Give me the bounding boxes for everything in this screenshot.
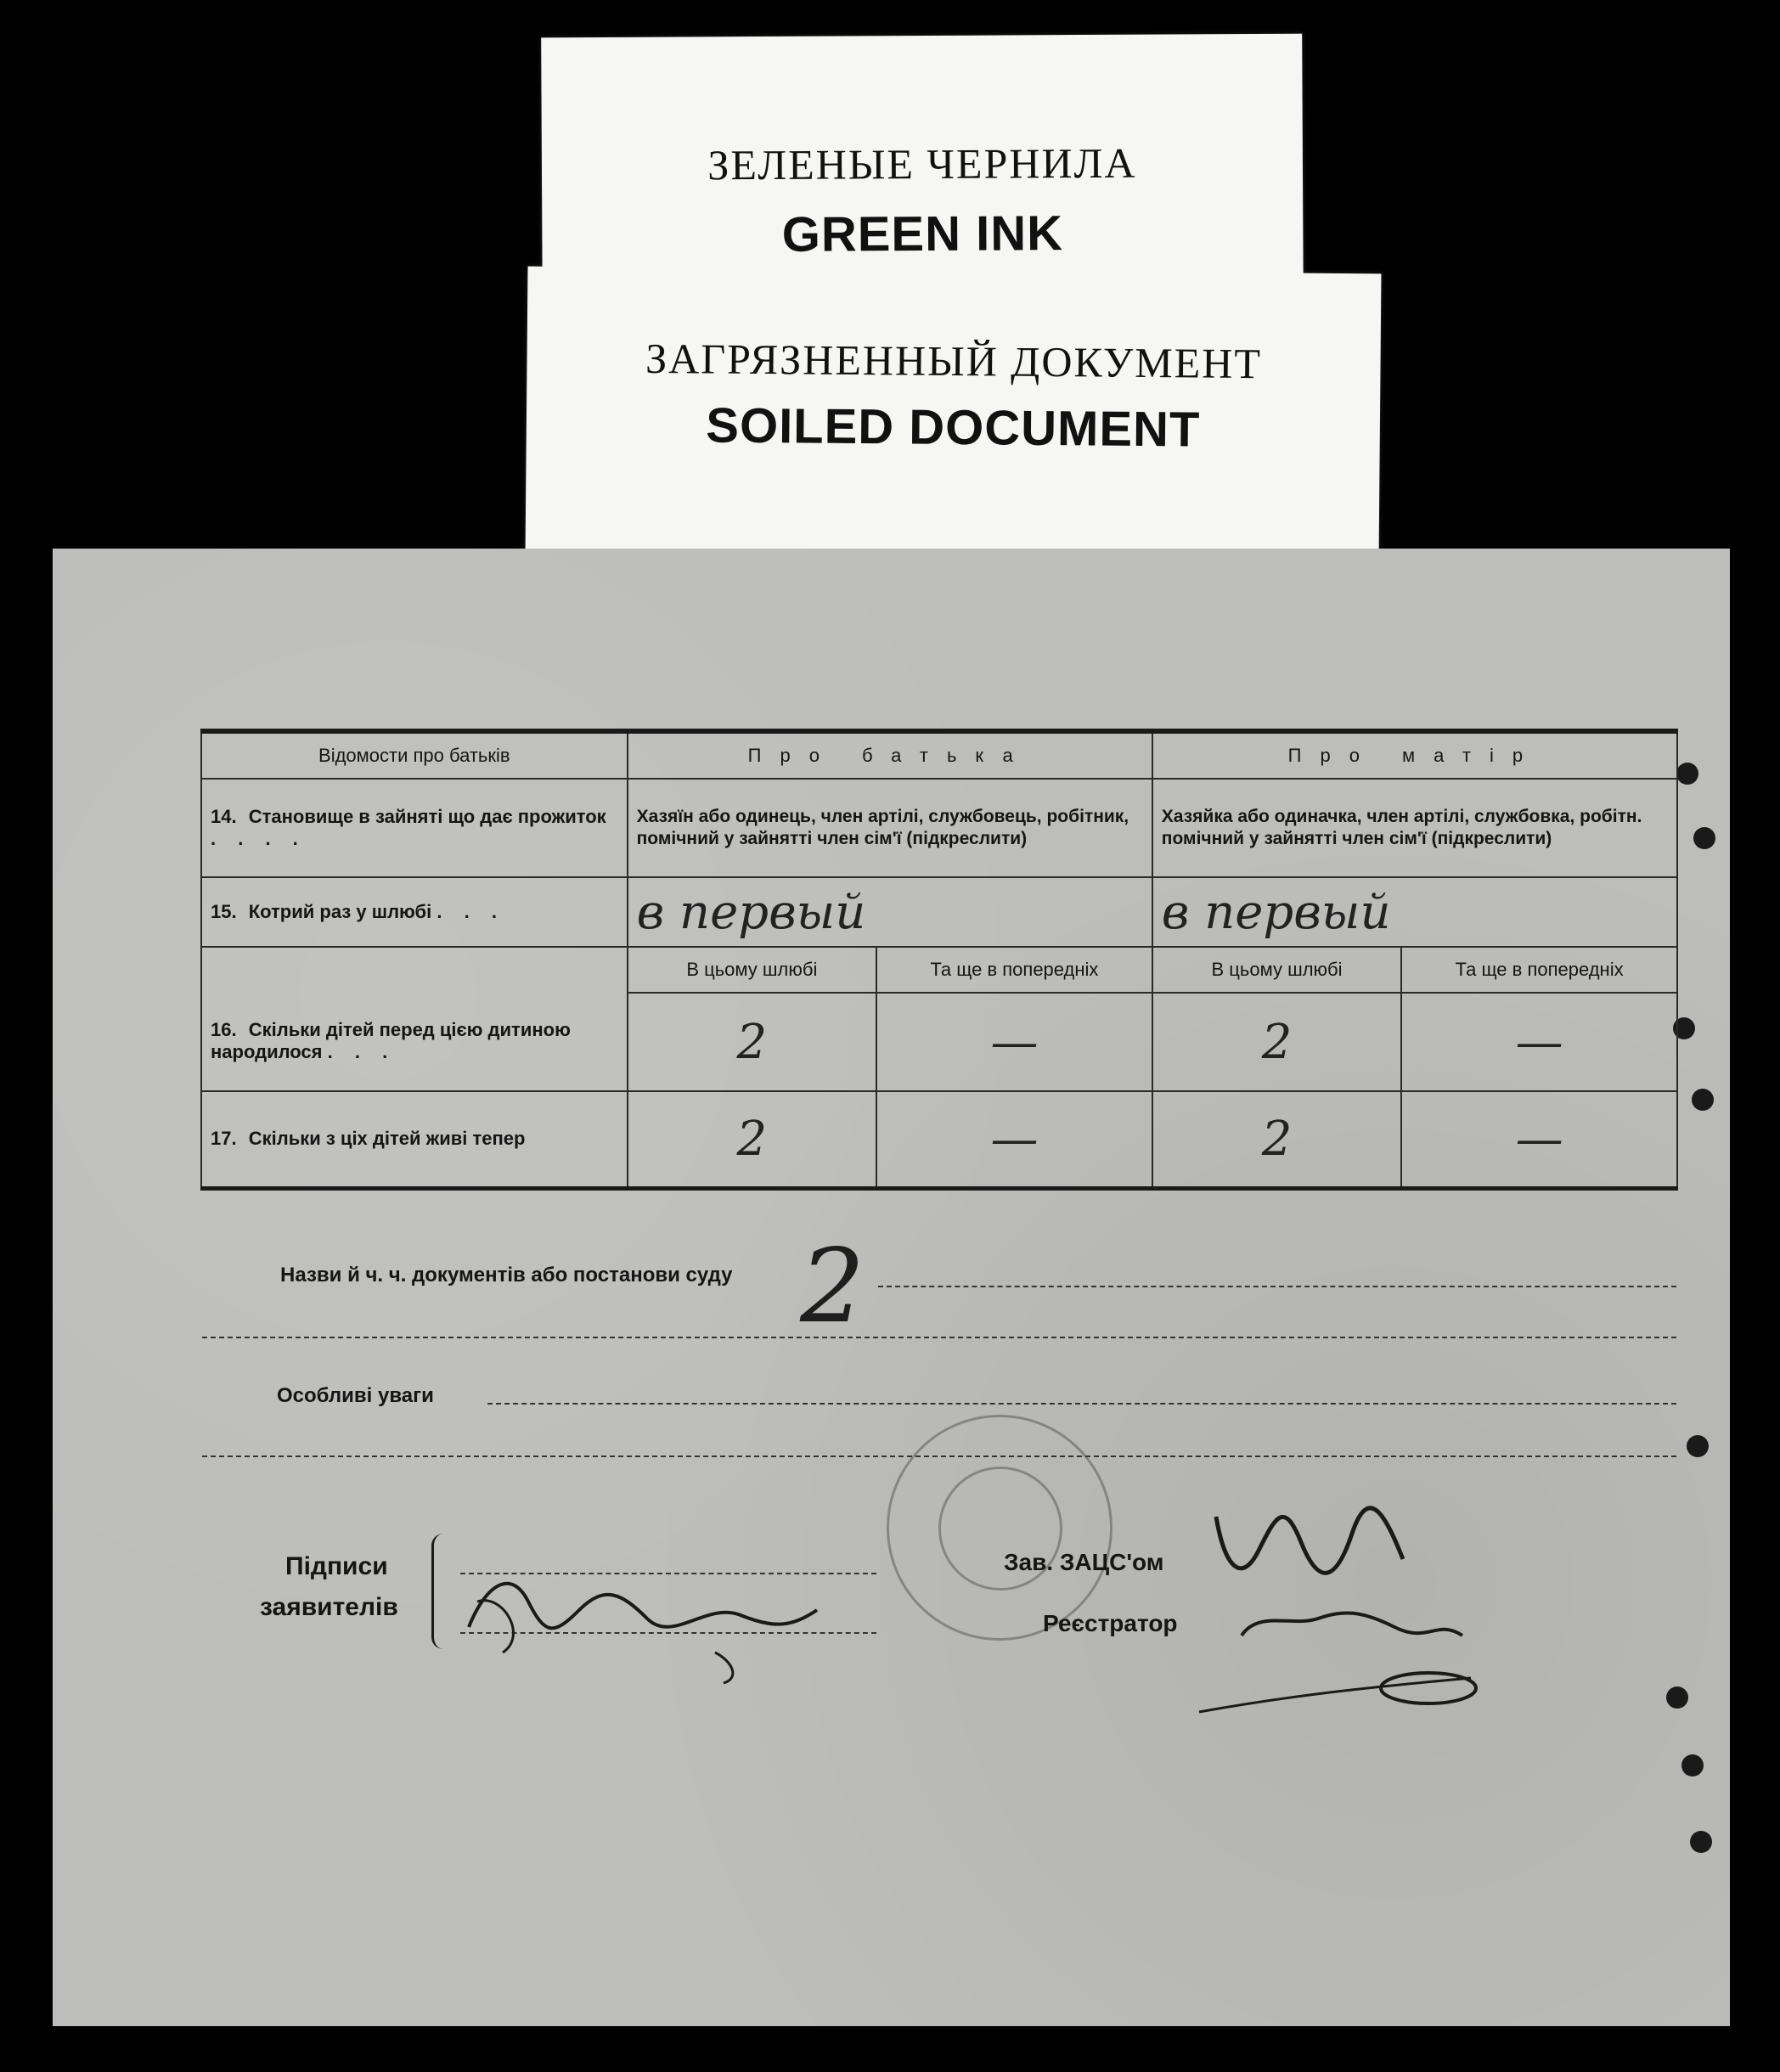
question-text: Скільки дітей перед цією дитиною народилося (211, 1019, 571, 1062)
punch-hole (1666, 1686, 1688, 1709)
father-this-marriage-header: В цьому шлюбі (628, 947, 876, 993)
mother-occupation-options: Хазяйка або одиначка, член артілі, службовка, робітн. помічний у зайнятті член сім'ї (підкреслити) (1152, 779, 1677, 877)
official-signatures (1191, 1466, 1513, 1720)
green-ink-label-en: GREEN INK (781, 206, 1064, 262)
documents-field-value: 2 (800, 1228, 865, 1346)
father-column-header: Про батька (628, 731, 1152, 779)
parents-column-header: Відомости про батьків (201, 731, 628, 779)
mother-previous-header: Та ще в попередніх (1401, 947, 1677, 993)
question-17-label (201, 1091, 628, 1188)
dotted-line (202, 1337, 1676, 1338)
father-previous-header: Та ще в попередніх (876, 947, 1152, 993)
soiled-document-label (526, 267, 1382, 563)
dot-leader: . . . (437, 901, 505, 922)
registrar-label: Реєстратор (1043, 1610, 1178, 1636)
question-number: 17. (211, 1128, 237, 1150)
dot-leader: . . . . (211, 828, 307, 849)
question-number: 14. (211, 806, 237, 827)
punch-hole (1681, 1754, 1704, 1776)
mother-children-previous: — (1401, 993, 1677, 1091)
question-16-label (201, 947, 628, 1091)
table-subheader-row (201, 947, 1677, 993)
notes-field-label: Особливі уваги (277, 1384, 434, 1407)
question-14-label (201, 779, 628, 877)
mother-living-this-marriage: 2 (1152, 1091, 1401, 1188)
question-text: Котрий раз у шлюбі (248, 901, 432, 922)
soiled-document-label-ru: ЗАГРЯЗНЕННЫЙ ДОКУМЕНТ (645, 334, 1263, 388)
table-header-row (201, 731, 1677, 779)
father-living-previous: — (876, 1091, 1152, 1188)
dotted-line (487, 1403, 1676, 1405)
father-children-previous: — (876, 993, 1152, 1091)
documents-field-label: Назви й ч. ч. документів або постанови суду (280, 1264, 733, 1287)
punch-hole (1676, 763, 1698, 785)
applicants-label-line-2: заявителів (260, 1593, 398, 1621)
applicants-brace (431, 1534, 451, 1649)
punch-hole (1690, 1831, 1712, 1853)
registration-form-sheet (53, 549, 1730, 2026)
father-living-this-marriage: 2 (628, 1091, 876, 1188)
dotted-line (878, 1286, 1676, 1287)
mother-this-marriage-header: В цьому шлюбі (1152, 947, 1401, 993)
mother-column-header: Про матір (1152, 731, 1677, 779)
soiled-document-label-en: SOILED DOCUMENT (706, 397, 1201, 458)
table-row (201, 877, 1677, 947)
question-text: Скільки з ціх дітей живі тепер (248, 1128, 526, 1150)
table-row (201, 1091, 1677, 1188)
applicants-label-line-1: Підписи (285, 1552, 388, 1580)
question-text: Становище в зайняті що дає прожиток (248, 806, 606, 827)
table-row (201, 779, 1677, 877)
mother-children-this-marriage: 2 (1152, 993, 1401, 1091)
father-children-this-marriage: 2 (628, 993, 876, 1091)
question-15-label (201, 877, 628, 947)
official-stamp (887, 1415, 1112, 1641)
father-occupation-options: Хазяїн або одинець, член артілі, службовець, робітник, помічний у зайнятті член сім'ї (підкреслити) (628, 779, 1152, 877)
question-number: 15. (211, 901, 237, 922)
mother-marriage-count: в первый (1152, 877, 1677, 947)
zags-head-label: Зав. ЗАЦС'ом (1004, 1549, 1164, 1575)
punch-hole (1692, 1089, 1714, 1111)
applicant-signature (452, 1534, 893, 1686)
father-marriage-count: в первый (628, 877, 1152, 947)
punch-hole (1687, 1435, 1709, 1457)
mother-living-previous: — (1401, 1091, 1677, 1188)
question-number: 16. (211, 1019, 237, 1040)
parents-info-table (200, 729, 1678, 1191)
punch-hole (1693, 827, 1715, 849)
green-ink-label-ru: ЗЕЛЕНЫЕ ЧЕРНИЛА (707, 138, 1137, 189)
dot-leader: . . . (327, 1041, 397, 1062)
